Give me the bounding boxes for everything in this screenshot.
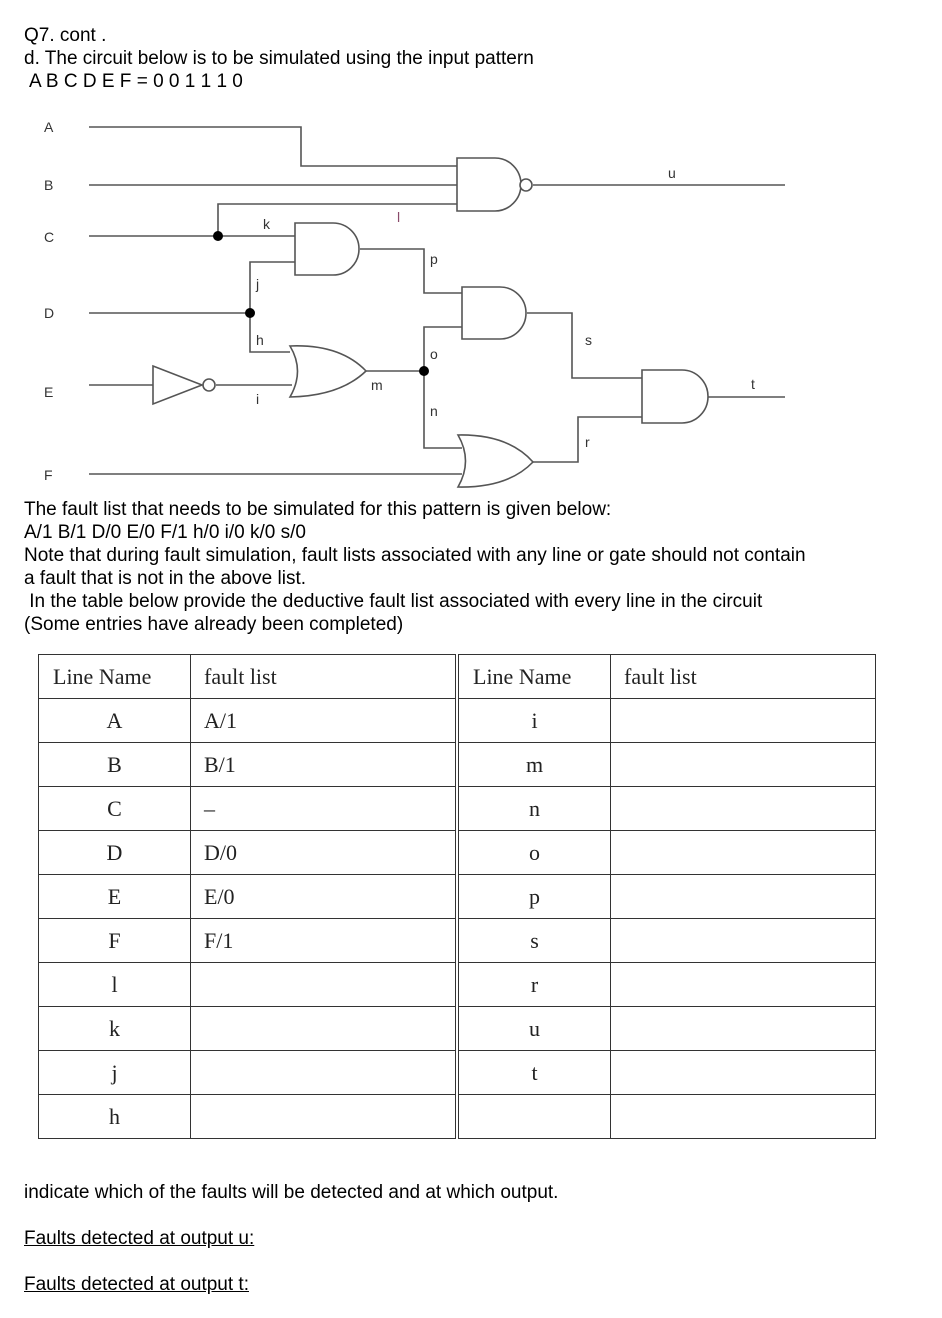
fault-list-cell[interactable] [611,875,876,919]
fault-list-cell[interactable] [611,963,876,1007]
note-line-1: Note that during fault simulation, fault lists associated with any line or gate should not contain [24,545,806,566]
junction-m [419,366,429,376]
line-label-o: o [430,346,438,362]
fault-list-cell[interactable] [611,1051,876,1095]
line-label-l: l [397,209,401,225]
line-label-i: i [256,391,260,407]
inverter-bubble [203,379,215,391]
input-label-b: B [44,177,54,193]
input-label-a: A [44,119,54,135]
line-label-u: u [668,165,676,181]
line-name-cell: E [39,875,191,919]
line-name-cell: B [39,743,191,787]
header-line-name-left: Line Name [39,655,191,699]
intro-text: d. The circuit below is to be simulated using the input pattern [24,48,534,69]
junction-d [245,308,255,318]
input-label-d: D [44,305,55,321]
detect-instruction: indicate which of the faults will be detected and at which output. [24,1182,559,1203]
input-label-c: C [44,229,55,245]
junction-c [213,231,223,241]
fault-list-cell[interactable]: D/0 [191,831,458,875]
line-name-cell: k [39,1007,191,1051]
table-row [39,1095,876,1139]
line-name-cell: A [39,699,191,743]
fault-list-cell[interactable] [611,787,876,831]
fault-list-cell[interactable]: – [191,787,458,831]
table-header-row [39,655,876,699]
input-label-e: E [44,384,54,400]
table-row [39,831,876,875]
fault-list-table [38,654,876,1139]
and-gate-s [462,287,526,339]
line-label-r: r [585,434,590,450]
line-name-cell: l [39,963,191,1007]
line-label-k: k [263,216,270,232]
table-row [39,919,876,963]
and-gate-t [642,370,708,423]
line-label-p: p [430,251,438,267]
instruction-line-1: In the table below provide the deductive fault list associated with every line in the circuit [24,591,763,612]
fault-list-cell[interactable] [191,1095,458,1139]
header-fault-list-left: fault list [191,655,458,699]
input-pattern: A B C D E F = 0 0 1 1 1 0 [29,71,243,92]
line-name-cell: m [457,743,611,787]
fault-list-cell[interactable] [191,1007,458,1051]
fault-intro: The fault list that needs to be simulated for this pattern is given below: [24,499,612,520]
input-label-f: F [44,467,53,483]
line-name-cell: C [39,787,191,831]
line-name-cell: n [457,787,611,831]
table-row [39,875,876,919]
fault-list-cell[interactable]: E/0 [191,875,458,919]
fault-list: A/1 B/1 D/0 E/0 F/1 h/0 i/0 k/0 s/0 [24,522,306,543]
line-label-t: t [751,376,755,392]
table-row [39,787,876,831]
header-line-name-right: Line Name [457,655,611,699]
line-name-cell: i [457,699,611,743]
fault-list-cell[interactable]: A/1 [191,699,458,743]
fault-list-cell[interactable] [611,1095,876,1139]
table-row [39,699,876,743]
fault-list-cell[interactable] [611,919,876,963]
inverter-gate [153,366,202,404]
fault-list-cell[interactable] [611,743,876,787]
line-label-j: j [256,276,260,292]
line-label-s: s [585,332,592,348]
fault-list-cell[interactable] [191,1051,458,1095]
fault-list-cell[interactable] [611,699,876,743]
table-row [39,963,876,1007]
line-name-cell: p [457,875,611,919]
line-name-cell: u [457,1007,611,1051]
or-gate-r [458,435,533,487]
line-label-n: n [430,403,438,419]
line-name-cell: s [457,919,611,963]
fault-list-cell[interactable] [611,1007,876,1051]
line-label-h: h [256,332,264,348]
header-fault-list-right: fault list [611,655,876,699]
line-name-cell: r [457,963,611,1007]
fault-list-cell[interactable] [611,831,876,875]
fault-list-cell[interactable] [191,963,458,1007]
and-gate-p [295,223,359,275]
table-row [39,743,876,787]
line-name-cell: o [457,831,611,875]
nand-bubble [520,179,532,191]
line-name-cell: D [39,831,191,875]
or-gate-m [290,346,366,397]
line-name-cell: F [39,919,191,963]
faults-detected-u: Faults detected at output u: [24,1228,255,1249]
circuit-diagram [0,0,942,500]
line-name-cell [457,1095,611,1139]
nand-gate [457,158,521,211]
fault-list-cell[interactable]: F/1 [191,919,458,963]
line-label-m: m [371,377,383,393]
table-row [39,1007,876,1051]
instruction-line-2: (Some entries have already been completed) [24,614,404,635]
line-name-cell: j [39,1051,191,1095]
table-row [39,1051,876,1095]
line-name-cell: t [457,1051,611,1095]
note-line-2: a fault that is not in the above list. [24,568,307,589]
fault-list-cell[interactable]: B/1 [191,743,458,787]
line-name-cell: h [39,1095,191,1139]
question-number: Q7. cont . [24,25,107,46]
faults-detected-t: Faults detected at output t: [24,1274,249,1295]
